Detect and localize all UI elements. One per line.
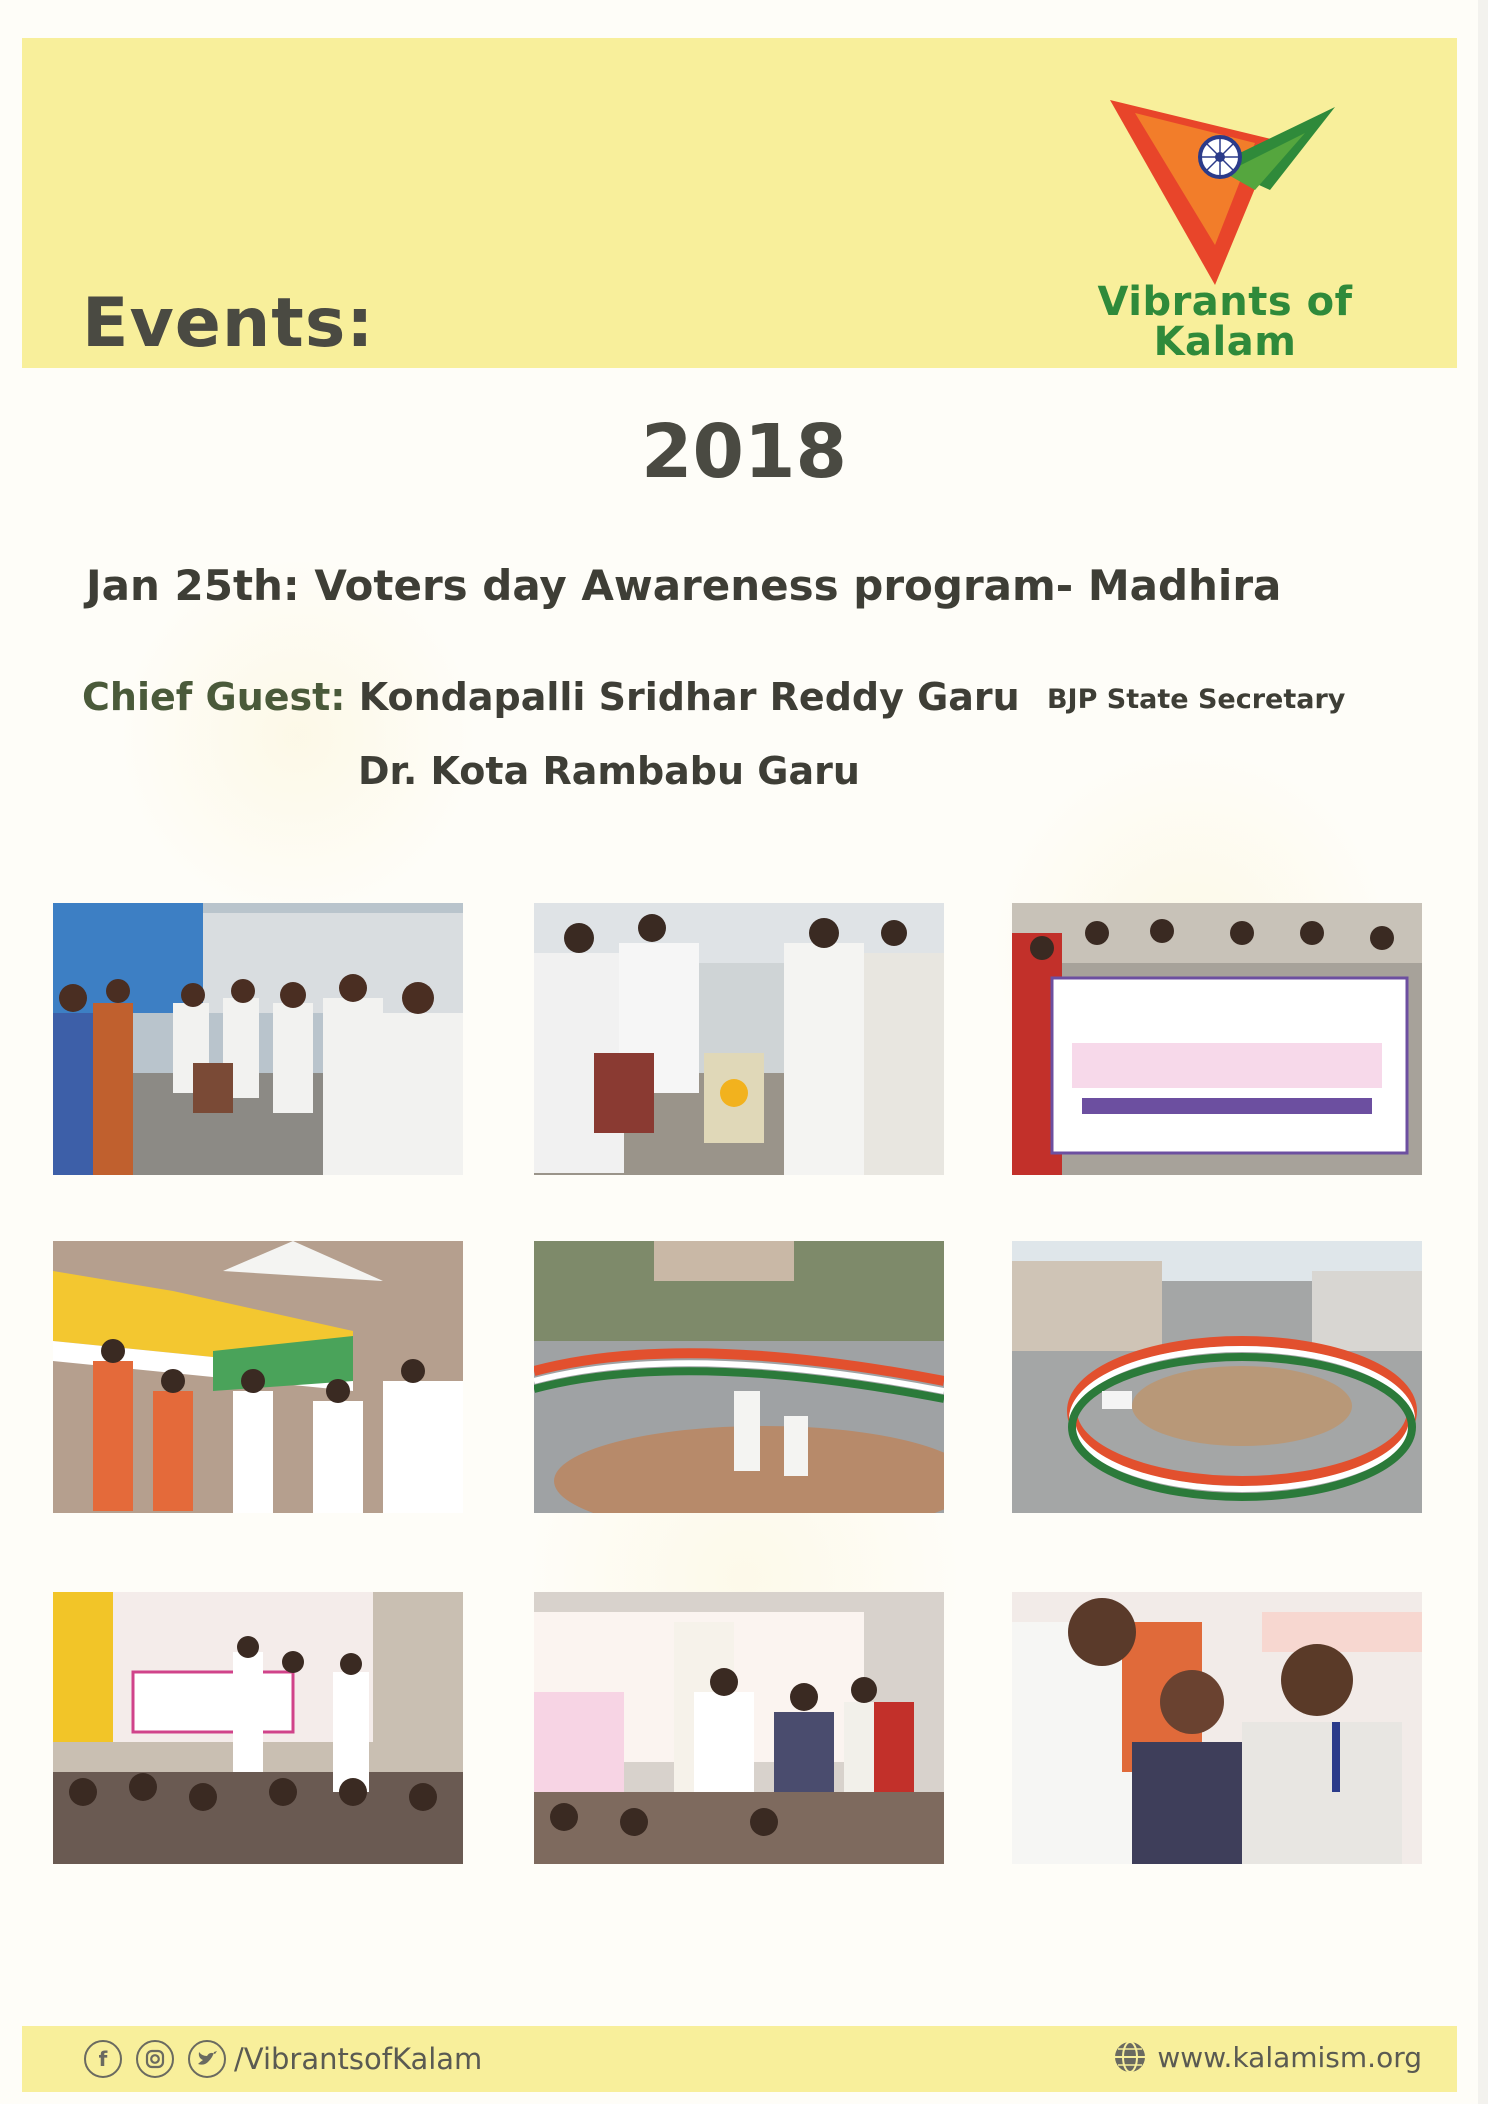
photo-floral-tribute xyxy=(534,903,944,1175)
chief-guest-line xyxy=(82,675,1346,719)
photo-human-chain-road xyxy=(534,1241,944,1513)
event-title: Jan 25th: Voters day Awareness program- Madhira xyxy=(86,561,1282,610)
second-guest-name: Dr. Kota Rambabu Garu xyxy=(358,749,860,793)
instagram-icon[interactable] xyxy=(136,2040,174,2078)
website-url[interactable]: www.kalamism.org xyxy=(1157,2040,1422,2074)
chief-guest-label: Chief Guest: xyxy=(82,675,346,719)
year-heading: 2018 xyxy=(641,409,847,495)
facebook-icon[interactable]: f xyxy=(84,2040,122,2078)
events-heading: Events: xyxy=(82,284,375,363)
photo-human-chain-circle xyxy=(1012,1241,1422,1513)
photo-speaker-crowd xyxy=(534,1592,944,1864)
brand-name: Vibrants of Kalam xyxy=(1097,279,1353,365)
photo-banner-rally xyxy=(1012,903,1422,1175)
social-links xyxy=(84,2036,482,2082)
photo-flag-carry xyxy=(53,1241,463,1513)
vibrants-of-kalam-logo xyxy=(1105,95,1340,285)
globe-icon xyxy=(1113,2040,1147,2074)
social-handle[interactable]: /VibrantsofKalam xyxy=(234,2042,483,2076)
photo-stage-speech xyxy=(53,1592,463,1864)
scan-edge xyxy=(1478,0,1488,2104)
chief-guest-name: Kondapalli Sridhar Reddy Garu xyxy=(358,675,1020,719)
photo-microphone-speaker xyxy=(1012,1592,1422,1864)
chief-guest-role: BJP State Secretary xyxy=(1046,684,1346,715)
photo-group-gathering xyxy=(53,903,463,1175)
twitter-icon[interactable] xyxy=(188,2040,226,2078)
website-link[interactable] xyxy=(1113,2040,1422,2074)
